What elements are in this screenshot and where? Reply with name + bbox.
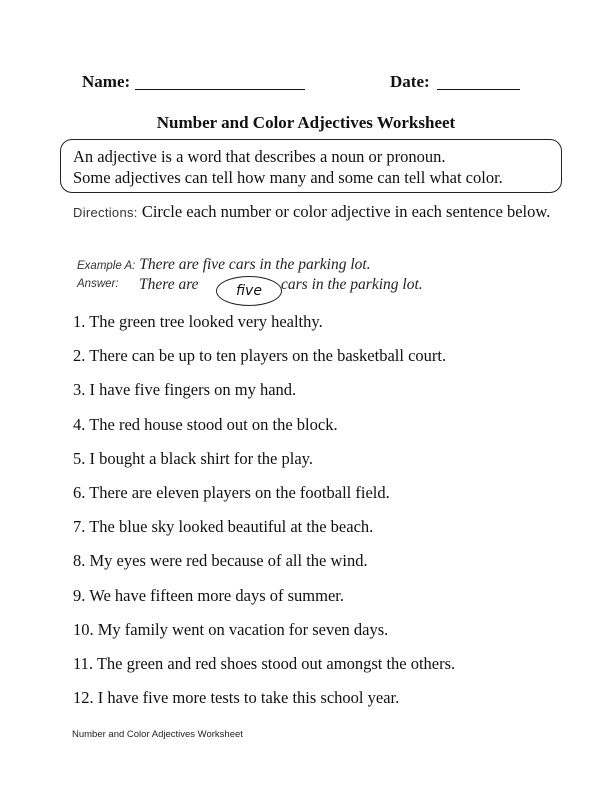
answer-circled-word: five	[216, 276, 282, 306]
sentence-item[interactable]: 3. I have five fingers on my hand.	[73, 380, 297, 400]
sentence-item[interactable]: 4. The red house stood out on the block.	[73, 414, 338, 434]
header-row	[0, 72, 612, 96]
sentence-item[interactable]: 10. My family went on vacation for seven days.	[73, 619, 389, 639]
answer-label: Answer:	[77, 278, 119, 290]
answer-text-before: There are	[139, 276, 199, 293]
sentence-item[interactable]: 8. My eyes were red because of all the wind.	[73, 551, 368, 571]
definition-line-1: An adjective is a word that describes a noun or pronoun.	[73, 147, 446, 166]
worksheet-title: Number and Color Adjectives Worksheet	[156, 113, 456, 132]
sentence-item[interactable]: 1. The green tree looked very healthy.	[73, 312, 323, 331]
sentence-item[interactable]: 5. I bought a black shirt for the play.	[73, 448, 313, 468]
answer-text-after: cars in the parking lot.	[281, 276, 423, 293]
directions-text: Circle each number or color adjective in each sentence below.	[141, 202, 551, 221]
sentence-item[interactable]: 2. There can be up to ten players on the basketball court.	[73, 346, 447, 366]
example-sentence: There are five cars in the parking lot.	[139, 256, 371, 273]
sentence-item[interactable]: 9. We have fifteen more days of summer.	[73, 585, 344, 605]
sentence-item[interactable]: 6. There are eleven players on the football field.	[73, 482, 390, 502]
sentence-list	[73, 312, 455, 722]
sentence-item[interactable]: 11. The green and red shoes stood out amongst the others.	[73, 653, 456, 673]
footer-text: Number and Color Adjectives Worksheet	[72, 729, 243, 740]
definition-box	[60, 139, 562, 193]
name-blank	[135, 89, 305, 90]
sentence-item[interactable]: 7. The blue sky looked beautiful at the beach.	[73, 517, 374, 537]
example-row	[77, 256, 371, 274]
example-label: Example A:	[77, 260, 136, 272]
sentence-item[interactable]: 12. I have five more tests to take this school year.	[73, 688, 400, 708]
definition-line-2: Some adjectives can tell how many and some can tell what color.	[73, 168, 503, 187]
name-label: Name:	[82, 72, 131, 91]
answer-row	[77, 278, 477, 308]
date-label: Date:	[390, 72, 430, 91]
directions	[73, 201, 553, 224]
date-blank	[437, 89, 520, 90]
directions-label: Directions:	[73, 205, 138, 220]
